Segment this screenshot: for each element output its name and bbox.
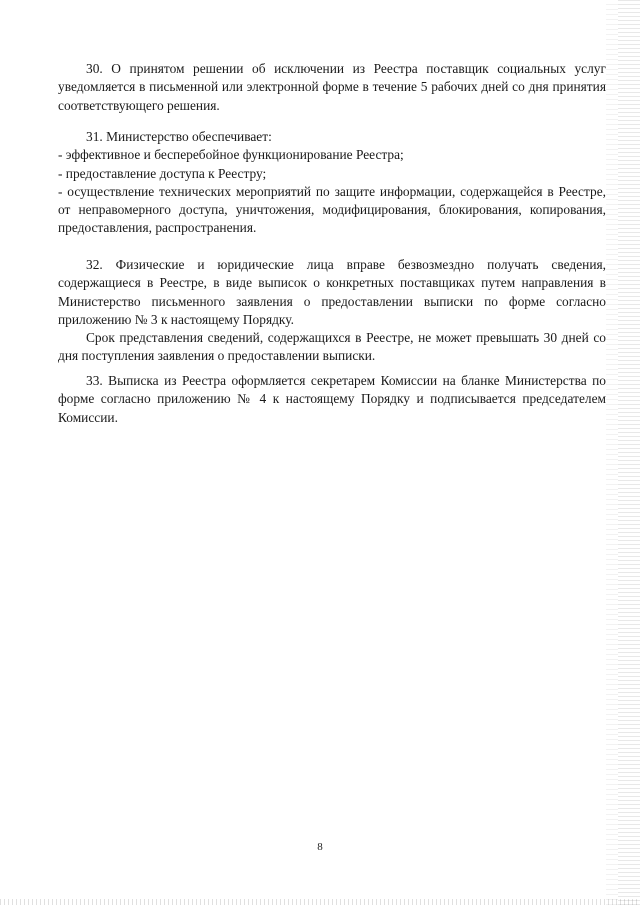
list-item-31-2: - предоставление доступа к Реестру; [58, 165, 267, 181]
paragraph-32-2: Срок представления сведений, содержащихся в Реестре, не может превышать 30 дней со дня поступления заявления о предоставлении выписки. [58, 330, 606, 364]
paragraph-31-intro: 31. Министерство обеспечивает: [86, 129, 272, 144]
list-item-31-1: - эффективное и бесперебойное функционирование Реестра; [58, 147, 404, 163]
paragraph-30: 30. О принятом решении об исключении из Реестра поставщик социальных услуг уведомляется в письменной или электронной форме в течение 5 рабочих дней со дня принятия соответствующего решения. [58, 61, 606, 113]
paragraph-33: 33. Выписка из Реестра оформляется секретарем Комиссии на бланке Министерства по форме согласно приложению № 4 к настоящему Порядку и подписывается председателем Комиссии. [58, 373, 606, 425]
list-item-31-3: - осуществление технических мероприятий по защите информации, содержащейся в Реестре, от неправомерного доступа, уничтожения, модифицирования, блокирования, копирования, предоставления, распространения. [58, 183, 606, 236]
section-32 [58, 256, 606, 366]
page-number: 8 [317, 841, 323, 853]
section-33 [58, 372, 606, 427]
scan-bottom-artifact [0, 899, 640, 905]
section-31 [58, 128, 606, 238]
section-30 [58, 60, 606, 115]
scan-edge-artifact [618, 0, 640, 905]
paragraph-32-1: 32. Физические и юридические лица вправе безвозмездно получать сведения, содержащиеся в Реестре, в виде выписок о конкретных поставщиках путем направления в Министерство письменного заявления о предоставлении выписки по форме согласно приложению № 3 к настоящему Порядку. [58, 257, 606, 327]
